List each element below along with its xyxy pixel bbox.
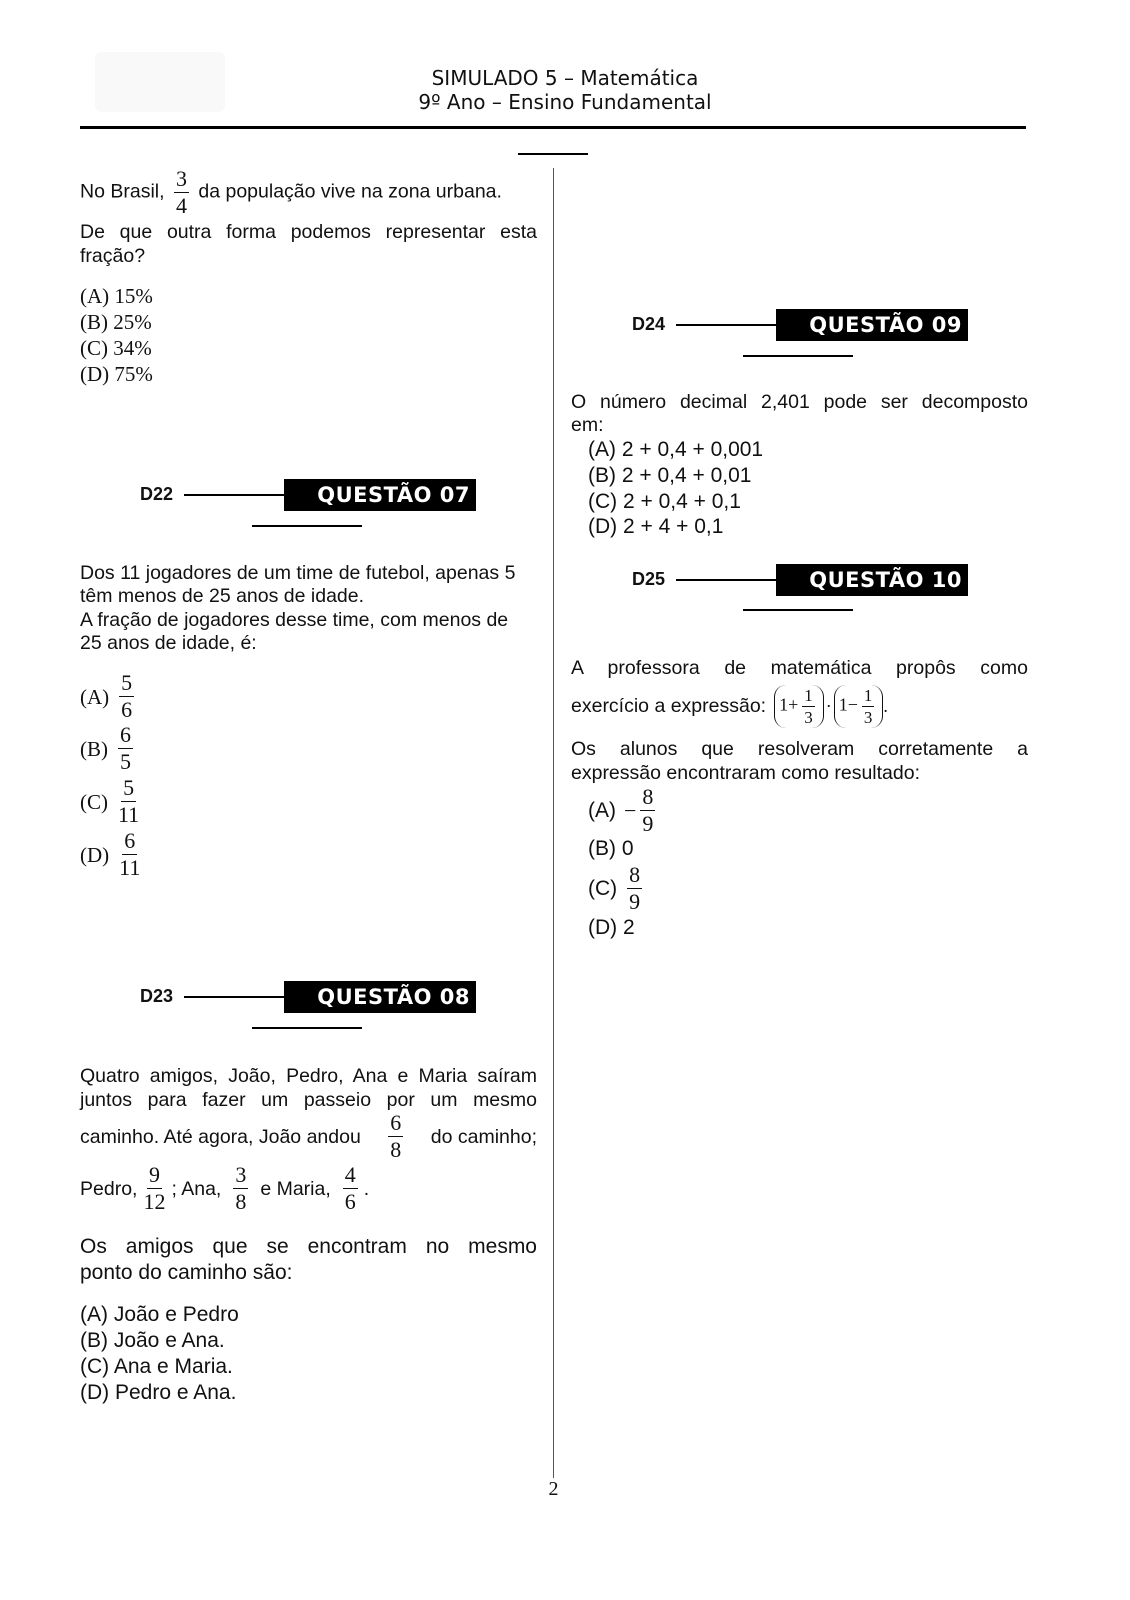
q06-fraction: $\frac{3}{4}$ xyxy=(175,166,187,218)
q08-option-d: (D) Pedro e Ana. xyxy=(80,1381,237,1404)
q10-line1: A professora de matemática propôs como xyxy=(571,657,1028,679)
q07-line3: A fração de jogadores desse time, com menos de xyxy=(80,609,509,631)
q08-option-c: (C) Ana e Maria. xyxy=(80,1355,233,1378)
q07-option-d: (D) $\frac{6}{11}$ xyxy=(80,828,141,880)
q09-label: QUESTÃO 09 xyxy=(776,309,968,341)
q09-option-c: (C) 2 + 0,4 + 0,1 xyxy=(588,490,741,513)
q08-joao-fraction: $\frac{6}{8}$ xyxy=(390,1110,402,1162)
q09-underline xyxy=(743,355,853,357)
q10-line2: exercício a expressão: 1+ $\frac{1}{3}$ · 1− $\frac{1}{3}$ . xyxy=(571,685,888,727)
q07-label: QUESTÃO 07 xyxy=(284,479,476,511)
q07-line2: têm menos de 25 anos de idade. xyxy=(80,585,365,607)
q08-line4: Pedro, $\frac{9}{12}$ ; Ana, $\frac{3}{8}$ e Maria, $\frac{4}{6}$ . xyxy=(80,1162,370,1214)
header-rule-short xyxy=(518,153,588,155)
q08-ana-fraction: $\frac{3}{8}$ xyxy=(235,1162,247,1214)
q07-option-c: (C) $\frac{5}{11}$ xyxy=(80,775,140,827)
q09-option-d: (D) 2 + 4 + 0,1 xyxy=(588,515,724,538)
q08-label: QUESTÃO 08 xyxy=(284,981,476,1013)
q07-line4: 25 anos de idade, é: xyxy=(80,632,257,654)
q08-line2: juntos para fazer um passeio por um mesmo xyxy=(80,1089,537,1111)
q08-line1: Quatro amigos, João, Pedro, Ana e Maria saíram xyxy=(80,1065,537,1087)
q07-descriptor: D22 xyxy=(140,484,174,504)
header-rule xyxy=(80,126,1026,129)
q07-line1: Dos 11 jogadores de um time de futebol, apenas 5 xyxy=(80,562,516,584)
q09-descriptor: D24 xyxy=(632,314,666,334)
q10-option-c: (C) $\frac{8}{9}$ xyxy=(588,862,641,914)
q07-underline xyxy=(252,525,362,527)
q10-option-d: (D) 2 xyxy=(588,916,635,939)
page-subtitle: 9º Ano – Ensino Fundamental xyxy=(418,90,712,114)
q10-expr-right: 1− $\frac{1}{3}$ xyxy=(834,685,884,728)
page-title: SIMULADO 5 – Matemática xyxy=(431,66,699,90)
q10-label: QUESTÃO 10 xyxy=(776,564,968,596)
q06-option-c: (C) 34% xyxy=(80,336,152,360)
q08-question1: Os amigos que se encontram no mesmo xyxy=(80,1235,537,1258)
q08-option-a: (A) João e Pedro xyxy=(80,1303,239,1326)
column-divider xyxy=(553,168,554,1478)
q10-underline xyxy=(743,609,853,611)
q08-line3: caminho. Até agora, João andou $\frac{6}{8}$ do caminho; xyxy=(80,1110,537,1162)
q08-option-b: (B) João e Ana. xyxy=(80,1329,225,1352)
q07-connector xyxy=(184,494,284,496)
q09-connector xyxy=(676,324,776,326)
q10-descriptor: D25 xyxy=(632,569,666,589)
q08-question2: ponto do caminho são: xyxy=(80,1261,293,1284)
q06-option-b: (B) 25% xyxy=(80,310,152,334)
q07-option-b: (B) $\frac{6}{5}$ xyxy=(80,722,131,774)
q09-line1: O número decimal 2,401 pode ser decomposto xyxy=(571,391,1028,413)
q08-underline xyxy=(252,1027,362,1029)
q06-line2: De que outra forma podemos representar esta xyxy=(80,221,537,243)
q09-option-b: (B) 2 + 0,4 + 0,01 xyxy=(588,464,752,487)
q10-option-a: (A) − $\frac{8}{9}$ xyxy=(588,784,654,836)
q06-intro: No Brasil, $\frac{3}{4}$ da população vive na zona urbana. xyxy=(80,166,502,218)
q08-pedro-fraction: $\frac{9}{12}$ xyxy=(143,1162,166,1214)
page-number: 2 xyxy=(548,1478,559,1500)
q06-option-d: (D) 75% xyxy=(80,362,153,386)
q10-line4: expressão encontraram como resultado: xyxy=(571,762,921,784)
q10-connector xyxy=(676,579,776,581)
q10-expr-left: 1+ $\frac{1}{3}$ xyxy=(774,685,824,728)
q08-maria-fraction: $\frac{4}{6}$ xyxy=(344,1162,356,1214)
q10-line3: Os alunos que resolveram corretamente a xyxy=(571,738,1028,760)
q06-line3: fração? xyxy=(80,245,146,267)
q09-line2: em: xyxy=(571,414,604,436)
q10-option-b: (B) 0 xyxy=(588,837,634,860)
q08-descriptor: D23 xyxy=(140,986,174,1006)
q06-option-a: (A) 15% xyxy=(80,284,153,308)
q09-option-a: (A) 2 + 0,4 + 0,001 xyxy=(588,438,764,461)
q08-connector xyxy=(184,996,284,998)
q07-option-a: (A) $\frac{5}{6}$ xyxy=(80,670,133,722)
